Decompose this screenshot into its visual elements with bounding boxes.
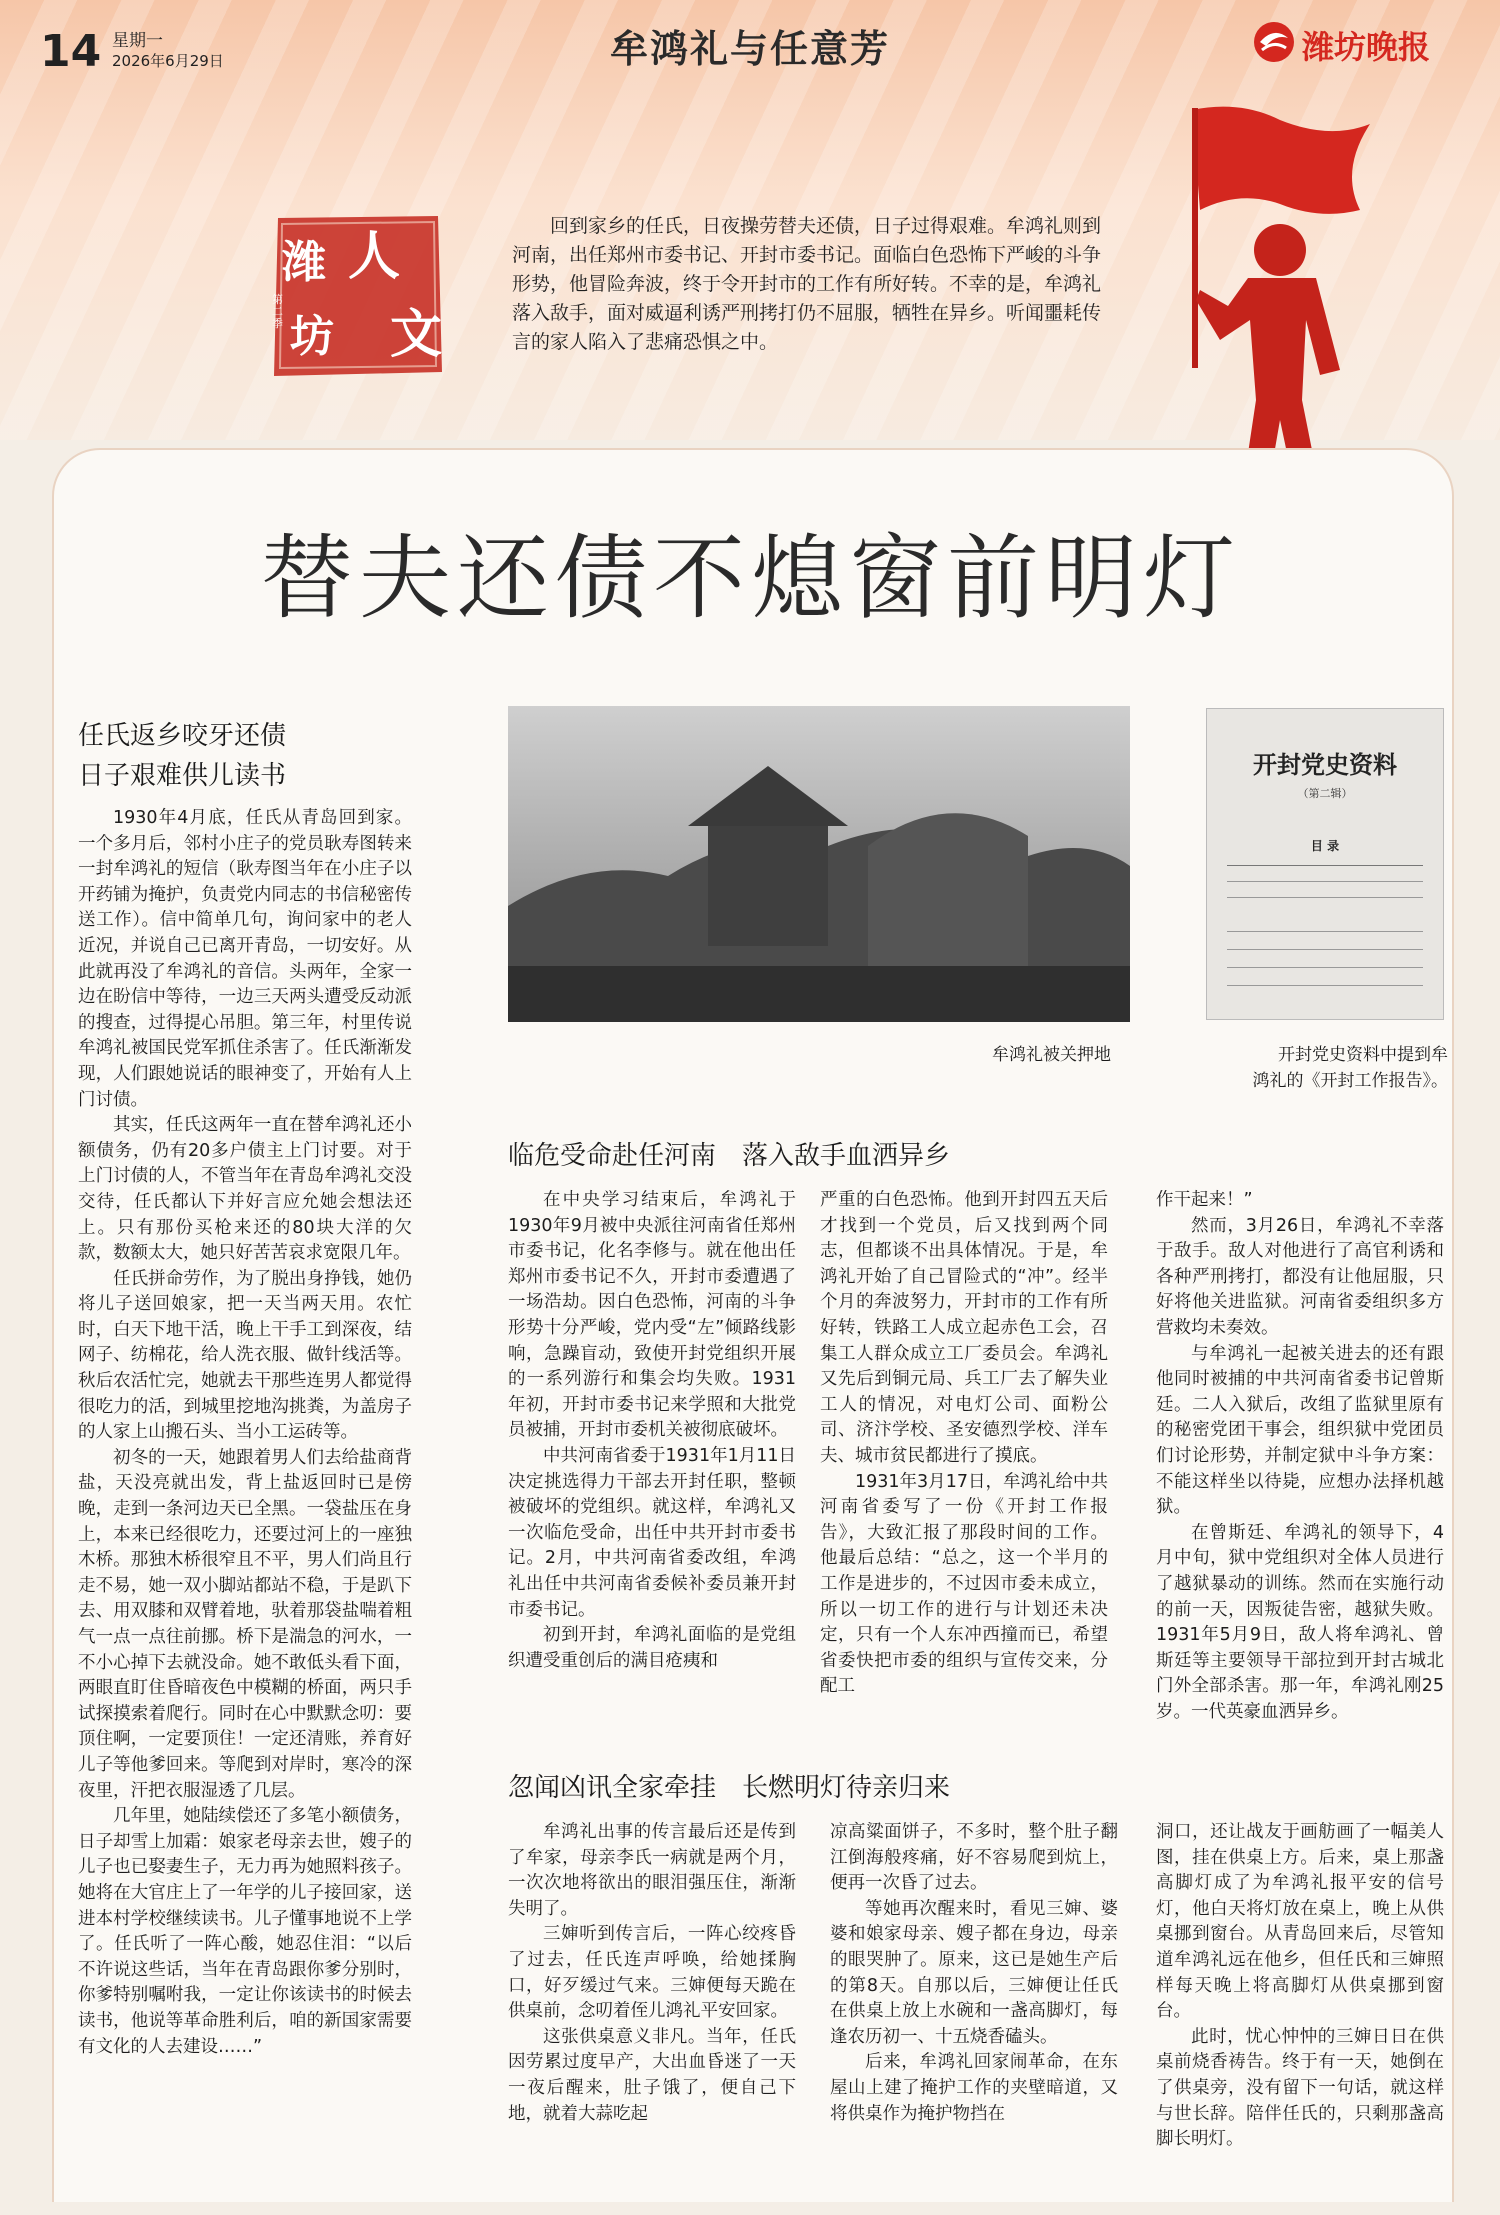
brand-name: 潍坊晚报 [1302,28,1431,66]
paragraph: 然而，3月26日，牟鸿礼不幸落于敌手。敌人对他进行了高官利诱和各种严刑拷打，都没有让他屈服，只好将他关进监狱。河南省委组织多方营救均未奏效。 [1156,1215,1444,1338]
section3-col1 [508,1820,796,2127]
doc-line [1227,949,1423,950]
paragraph: 牟鸿礼出事的传言最后还是传到了牟家，母亲李氏一病就是两个月，一次次地将欲出的眼泪强压住，渐渐失明了。 [508,1822,796,1919]
section1-title-line1: 任氏返乡咬牙还债 [78,721,287,751]
section3-col3 [1156,1820,1444,2153]
paragraph: 中共河南省委于1931年1月11日决定挑选得力干部去开封任职，整顿被破坏的党组织。就这样，牟鸿礼又一次临危受命，出任中共开封市委书记。2月，中共河南省委改组，牟鸿礼出任中共河南省委候补委员兼开封市委书记。 [508,1445,796,1620]
section2-col1 [508,1188,796,1674]
section1-title-line2: 日子艰难供儿读书 [78,761,287,791]
photo2-caption-line1: 开封党史资料中提到牟 [1278,1045,1448,1065]
headline: 替夫还债不熄窗前明灯 [260,525,1241,632]
paragraph: 初到开封，牟鸿礼面临的是党组织遭受重创后的满目疮痍和 [508,1625,796,1671]
seal-season: 第二季 [272,293,283,330]
paragraph: 几年里，她陆续偿还了多笔小额债务，日子却雪上加霜：娘家老母亲去世，嫂子的儿子也已娶妻生子，无力再为她照料孩子。她将在大官庄上了一年学的儿子接回家，送进本村学校继续读书。儿子懂事地说不上学了。任氏听了一阵心酸，她忍住泪：“以后不许说这些话，当年在青岛跟你爹分别时，你爹特别嘱咐我，一定让你该读书的时候去读书，他说等革命胜利后，咱的新国家需要有文化的人去建设……” [78,1806,412,2057]
section2-title: 临危受命赴任河南 落入敌手血洒异乡 [508,1141,951,1171]
doc-line [1227,967,1423,968]
section1-body [78,806,412,2060]
doc-line [1227,881,1423,882]
photo2-caption-line2: 鸿礼的《开封工作报告》。 [1252,1071,1448,1091]
paragraph: 在中央学习结束后，牟鸿礼于1930年9月被中央派往河南省任郑州市委书记，化名李修与。就在他出任郑州市委书记不久，开封市委遭遇了一场浩劫。因白色恐怖，河南的斗争形势十分严峻，党内受“左”倾路线影响，急躁盲动，致使开封党组织开展的一系列游行和集会均失败。1931年初，开封市委书记来学照和大批党员被捕，开封市委机关被彻底破坏。 [508,1190,796,1441]
seal-char-fang: 坊 [290,311,334,362]
doc-line [1227,897,1423,898]
paragraph: 严重的白色恐怖。他到开封四五天后才找到一个党员，后又找到两个同志，但都谈不出具体情况。于是，牟鸿礼开始了自己冒险式的“冲”。经半个月的奔波努力，开封市的工作有所好转，铁路工人成立起赤色工会，召集工人群众成立工厂委员会。牟鸿礼又先后到铜元局、兵工厂去了解失业工人的情况，对电灯公司、面粉公司、济汴学校、圣安德烈学校、洋车夫、城市贫民都进行了摸底。 [820,1190,1108,1466]
section2-col3 [1156,1188,1444,1725]
paragraph: 1930年4月底，任氏从青岛回到家。一个多月后，邻村小庄子的党员耿寿图转来一封牟鸿礼的短信（耿寿图当年在小庄子以开药铺为掩护，负责党内同志的书信秘密传送工作）。信中简单几句，询问家中的老人近况，并说自己已离开青岛，一切安好。从此就再没了牟鸿礼的音信。头两年，全家一边在盼信中等待，一边三天两头遭受反动派的搜查，过得提心吊胆。第三年，村里传说牟鸿礼被国民党军抓住杀害了。任氏渐渐发现，人们跟她说话的眼神变了，开始有人上门讨债。 [78,808,412,1110]
doc-line [1227,865,1423,866]
paragraph: 凉高粱面饼子，不多时，整个肚子翻江倒海般疼痛，好不容易爬到炕上，便再一次昏了过去。 [830,1822,1118,1894]
seal-char-ren: 人 [348,226,401,287]
document-issue: （第二辑） [1297,787,1353,800]
weekday: 星期一 [112,31,163,51]
paragraph: 此时，忧心忡忡的三婶日日在供桌前烧香祷告。终于有一天，她倒在了供桌旁，没有留下一句话，就这样与世长辞。陪伴任氏的，只剩那盏高脚长明灯。 [1156,2026,1444,2150]
paragraph: 在曾斯廷、牟鸿礼的领导下，4月中旬，狱中党组织对全体人员进行了越狱暴动的训练。然而在实施行动的前一天，因叛徒告密，越狱失败。1931年5月9日，敌人将牟鸿礼、曾斯廷等主要领导干部拉到开封古城北门外全部杀害。那一年，牟鸿礼刚25岁。一代英豪血洒异乡。 [1156,1522,1444,1722]
paragraph: 1931年3月17日，牟鸿礼给中共河南省委写了一份《开封工作报告》，大致汇报了那段时间的工作。他最后总结：“总之，这一个半月的工作是进步的，不过因市委未成立，所以一切工作的进行与计划还未决定，只有一个人东冲西撞而已，希望省委快把市委的组织与宣传交来，分配工 [820,1471,1108,1697]
section-title: 牟鸿礼与任意芳 [609,27,890,71]
paragraph: 与牟鸿礼一起被关进去的还有跟他同时被捕的中共河南省委书记曾斯廷。二人入狱后，改组了监狱里原有的秘密党团干事会，组织狱中党团员们讨论形势，并制定狱中斗争方案：不能这样坐以待毙，应想办法择机越狱。 [1156,1343,1444,1518]
document-toc: 目 录 [1310,839,1340,853]
doc-line [1227,931,1423,932]
paragraph: 洞口，还让战友于画舫画了一幅美人图，挂在供桌上方。后来，桌上那盏高脚灯成了为牟鸿礼报平安的信号灯，他白天将灯放在桌上，晚上从供桌挪到窗台。从青岛回来后，尽管知道牟鸿礼远在他乡，但任氏和三婶照样每天晚上将高脚灯从供桌挪到窗台。 [1156,1822,1444,2022]
seal-char-wei: 潍 [282,237,326,288]
document-title: 开封党史资料 [1253,750,1397,779]
paragraph: 作干起来！” [1156,1190,1253,1210]
section3-title: 忽闻凶讯全家牵挂 长燃明灯待亲归来 [508,1773,951,1803]
paragraph: 这张供桌意义非凡。当年，任氏因劳累过度早产，大出血昏迷了一天一夜后醒来，肚子饿了，便自己下地，就着大蒜吃起 [508,2026,796,2124]
party-history-document-photo [1206,708,1444,1020]
paragraph: 任氏拼命劳作，为了脱出身挣钱，她仍将儿子送回娘家，把一天当两天用。农忙时，白天下地干活，晚上干手工到深夜，结网子、纺棉花，给人洗衣服、做针线活等。秋后农活忙完，她就去干那些连男人都觉得很吃力的活，到城里挖地沟挑粪，为盖房子的人家上山搬石头、当小工运砖等。 [78,1268,412,1443]
section2-col2 [820,1188,1108,1700]
paragraph: 其实，任氏这两年一直在替牟鸿礼还小额债务，仍有20多户债主上门讨要。对于上门讨债的人，不管当年在青岛牟鸿礼交没交待，任氏都认下并好言应允她会想法还上。只有那份买枪来还的80块大洋的欠款，数额太大，她只好苦苦哀求宽限几年。 [78,1115,412,1264]
photo1-caption: 牟鸿礼被关押地 [992,1045,1111,1065]
paragraph: 等她再次醒来时，看见三婶、婆婆和娘家母亲、嫂子都在身边，母亲的眼哭肿了。原来，这已是她生产后的第8天。自那以后，三婶便让任氏在供桌上放上水碗和一盏高脚灯，每逢农历初一、十五烧香磕头。 [830,1898,1118,2047]
paragraph: 后来，牟鸿礼回家闹革命，在东屋山上建了掩护工作的夹壁暗道，又将供桌作为掩护物挡在 [830,2052,1118,2124]
section3-col2 [830,1820,1118,2127]
issue-date: 2026年6月29日 [112,52,224,70]
intro-paragraph: 回到家乡的任氏，日夜操劳替夫还债，日子过得艰难。牟鸿礼则到河南，出任郑州市委书记、开封市委书记。面临白色恐怖下严峻的斗争形势，他冒险奔波，终于令开封市的工作有所好转。不幸的是，牟鸿礼落入敌手，面对威逼利诱严刑拷打仍不屈服，牺牲在异乡。听闻噩耗传言的家人陷入了悲痛恐惧之中。 [512,215,1102,353]
prison-site-photo [508,706,1130,1022]
seal-char-wen: 文 [390,304,443,365]
photo2-caption [1208,1042,1448,1094]
doc-line [1227,985,1423,986]
paragraph: 三婶听到传言后，一阵心绞疼昏了过去，任氏连声呼唤，给她揉胸口，好歹缓过气来。三婶便每天跪在供桌前，念叨着侄儿鸿礼平安回家。 [508,1924,796,2022]
page-number: 14 [40,26,102,77]
paragraph: 初冬的一天，她跟着男人们去给盐商背盐，天没亮就出发，背上盐返回时已是傍晚，走到一条河边天已全黑。一袋盐压在身上，本来已经很吃力，还要过河上的一座独木桥。那独木桥很窄且不平，男人们尚且行走不易，她一双小脚站都站不稳，于是趴下去、用双膝和双臂着地，驮着那袋盐喘着粗气一点一点往前挪。桥下是湍急的河水，一不小心掉下去就没命。她不敢低头看下面，两眼直盯住昏暗夜色中模糊的桥面，两只手试探摸索着爬行。同时在心中默默念叨：要顶住啊，一定要顶住！一定还清账，养育好儿子等他爹回来。等爬到对岸时，寒冷的深夜里，汗把衣服湿透了几层。 [78,1447,412,1801]
